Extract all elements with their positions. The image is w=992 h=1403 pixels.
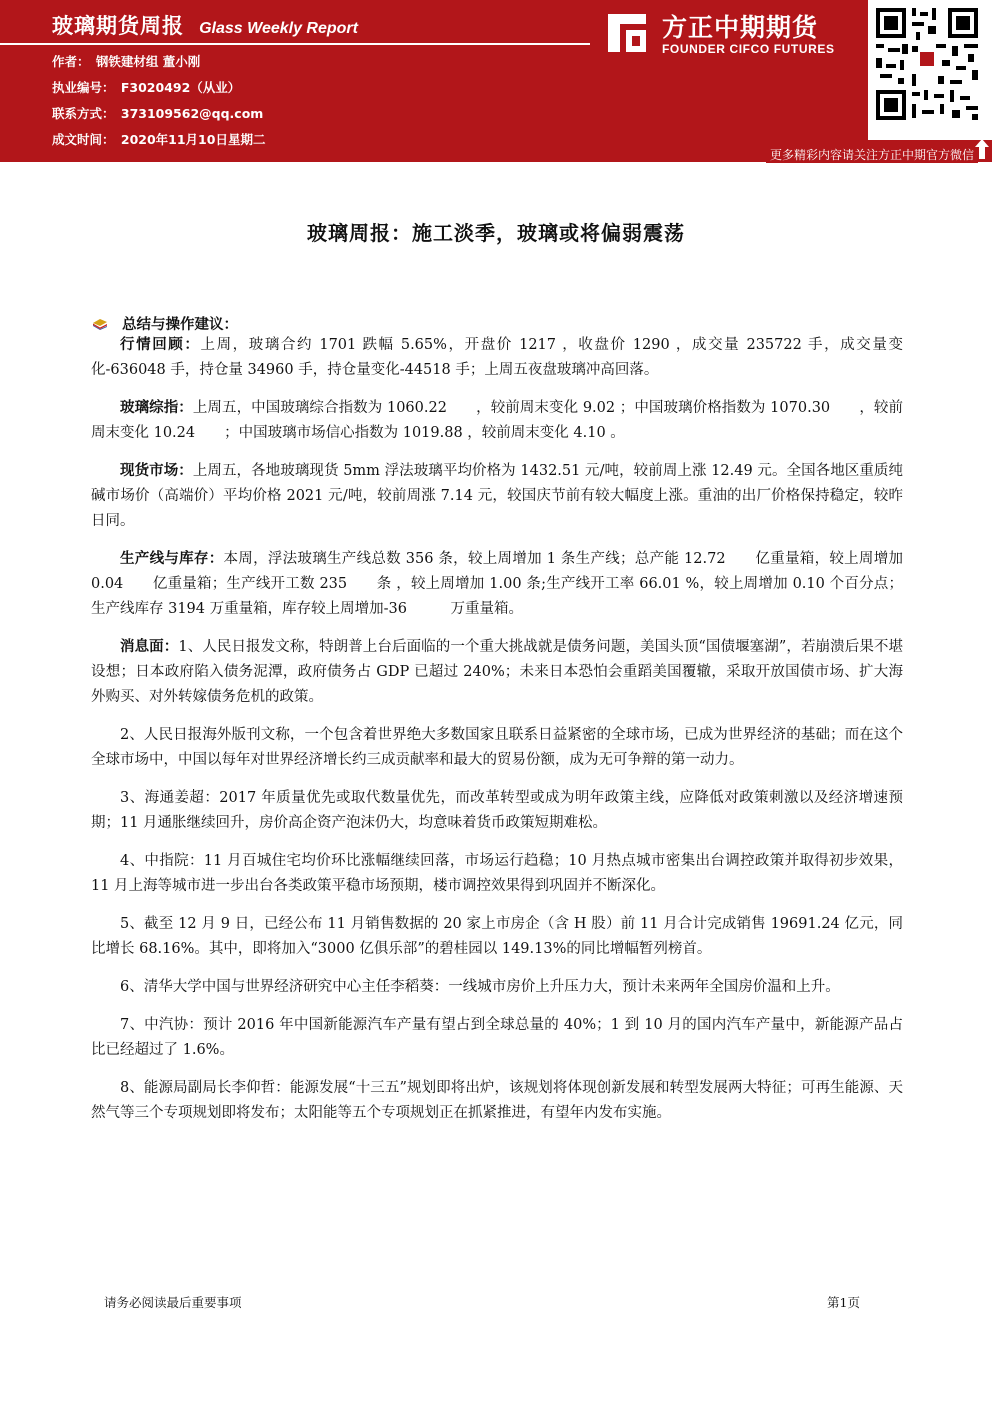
paragraph-text: 7、中汽协：预计 2016 年中国新能源汽车产量有望占到全球总量的 40%；1 到 10 月的国内汽车产量中，新能源产品占比已经超过了 1.6%。 bbox=[91, 1017, 903, 1058]
paragraph-label: 现货市场： bbox=[120, 463, 193, 479]
report-title-en: Glass Weekly Report bbox=[199, 20, 358, 37]
paragraph-label: 行情回顾： bbox=[120, 337, 201, 353]
paragraph-news-5 bbox=[91, 912, 903, 962]
paragraph-text: 4、中指院：11 月百城住宅均价环比涨幅继续回落，市场运行趋稳；10 月热点城市密集出台调控政策并取得初步效果，11 月上海等城市进一步出台各类政策平稳市场预期，楼市调控效果得到巩固并不断深化。 bbox=[91, 853, 903, 894]
paragraph-text: 6、清华大学中国与世界经济研究中心主任李稻葵：一线城市房价上升压力大，预计未来两年全国房价温和上升。 bbox=[120, 979, 840, 995]
page-footer bbox=[104, 1293, 860, 1311]
paragraph-spot-market bbox=[91, 459, 903, 534]
paragraph-news-2 bbox=[91, 723, 903, 773]
license-line bbox=[52, 78, 240, 96]
author-line bbox=[52, 52, 200, 70]
license-value: F3020492（从业） bbox=[120, 80, 241, 95]
summary-heading bbox=[92, 313, 238, 334]
paragraph-text: 本周，浮法玻璃生产线总数 356 条，较上周增加 1 条生产线；总产能 12.72 亿重量箱，较上周增加 0.04 亿重量箱；生产线开工数 235 条 ，较上周增加 1.00 条;生产线开工率 66.01 %，较上周增加 0.10 个百分点；生产线库存 3194 万重量箱，库存较上周增加-36 万重量箱。 bbox=[91, 551, 903, 617]
contact-label: 联系方式： bbox=[52, 106, 115, 121]
report-body bbox=[91, 333, 903, 1139]
footer-notice: 请务必阅读最后重要事项 bbox=[104, 1295, 242, 1310]
date-line bbox=[52, 130, 265, 148]
paragraph-text: 8、能源局副局长李仰哲：能源发展“十三五”规划即将出炉，该规划将体现创新发展和转型发展两大特征；可再生能源、天然气等三个专项规划即将发布；太阳能等五个专项规划正在抓紧推进，有望年内发布实施。 bbox=[91, 1080, 903, 1121]
company-logo bbox=[604, 8, 858, 64]
paragraph-news-4 bbox=[91, 849, 903, 899]
paragraph-text: 上周，玻璃合约 1701 跌幅 5.65%，开盘价 1217 ，收盘价 1290 ，成交量 235722 手，成交量变化-636048 手，持仓量 34960 手，持仓量变化-44518 手；上周五夜盘玻璃冲高回落。 bbox=[91, 337, 903, 378]
header-divider bbox=[0, 43, 590, 45]
report-title-row bbox=[52, 10, 358, 40]
paragraph-text: 5、截至 12 月 9 日，已经公布 11 月销售数据的 20 家上市房企（含 H 股）前 11 月合计完成销售 19691.24 亿元，同比增长 68.16%。其中，即将加入“3000 亿俱乐部”的碧桂园以 149.13%的同比增幅暂列榜首。 bbox=[91, 916, 903, 957]
author-label: 作者： bbox=[52, 54, 90, 69]
logo-name-cn: 方正中期期货 bbox=[662, 13, 819, 42]
contact-value[interactable]: 373109562@qq.com bbox=[120, 106, 264, 121]
report-header bbox=[0, 0, 868, 155]
paragraph-text: 上周五，中国玻璃综合指数为 1060.22 ，较前周末变化 9.02 ；中国玻璃价格指数为 1070.30 ，较前周末变化 10.24 ；中国玻璃市场信心指数为 1019.88 ，较前周末变化 4.10 。 bbox=[91, 400, 904, 441]
paragraph-text: 3、海通姜超：2017 年质量优先或取代数量优先，而改革转型或成为明年政策主线，应降低对政策刺激以及经济增速预期；11 月通胀继续回升，房价高企资产泡沫仍大，均意味着货币政策短期难松。 bbox=[91, 790, 903, 831]
up-arrow-icon bbox=[974, 138, 990, 160]
paragraph-label: 消息面： bbox=[120, 639, 179, 655]
paragraph-text: 1、人民日报发文称，特朗普上台后面临的一个重大挑战就是债务问题，美国头顶“国债堰塞湖”，若崩溃后果不堪设想；日本政府陷入债务泥潭，政府债务占 GDP 已超过 240%；未来日本恐怕会重蹈美国覆辙，采取开放国债市场、扩大海外购买、对外转嫁债务危机的政策。 bbox=[91, 639, 904, 705]
document-title: 玻璃周报：施工淡季，玻璃或将偏弱震荡 bbox=[307, 221, 685, 245]
paragraph-news-7 bbox=[91, 1013, 903, 1063]
book-bullet-icon bbox=[92, 318, 108, 330]
page-number: 第1页 bbox=[827, 1295, 860, 1310]
paragraph-news-8 bbox=[91, 1076, 903, 1126]
paragraph-label: 玻璃综指： bbox=[120, 400, 193, 416]
paragraph-production-inventory bbox=[91, 547, 903, 622]
license-label: 执业编号： bbox=[52, 80, 115, 95]
paragraph-text: 上周五，各地玻璃现货 5mm 浮法玻璃平均价格为 1432.51 元/吨，较前周上涨 12.49 元。全国各地区重质纯碱市场价（高端价）平均价格 2021 元/吨，较前周涨 7.14 元，较国庆节前有较大幅度上涨。重油的出厂价格保持稳定，较昨日同。 bbox=[91, 463, 904, 529]
paragraph-label: 生产线与库存： bbox=[120, 551, 224, 567]
qr-code-icon bbox=[872, 4, 982, 124]
author-value: 钢铁建材组 董小刚 bbox=[95, 54, 201, 69]
follow-wechat-text: 更多精彩内容请关注方正中期官方微信 bbox=[766, 146, 978, 163]
paragraph-news-1 bbox=[91, 635, 903, 710]
report-title-cn: 玻璃期货周报 bbox=[52, 14, 184, 38]
contact-line bbox=[52, 104, 263, 122]
paragraph-news-6 bbox=[91, 975, 903, 1000]
logo-name-en: FOUNDER CIFCO FUTURES bbox=[662, 42, 835, 56]
date-label: 成文时间： bbox=[52, 132, 115, 147]
founder-logo-icon bbox=[604, 10, 650, 56]
wechat-qr-code bbox=[872, 4, 982, 124]
paragraph-text: 2、人民日报海外版刊文称，一个包含着世界绝大多数国家且联系日益紧密的全球市场，已成为世界经济的基础；而在这个全球市场中，中国以每年对世界经济增长约三成贡献率和最大的贸易份额，成为无可争辩的第一动力。 bbox=[91, 727, 903, 768]
paragraph-glass-index bbox=[91, 396, 903, 446]
paragraph-news-3 bbox=[91, 786, 903, 836]
summary-heading-text: 总结与操作建议： bbox=[122, 317, 238, 333]
paragraph-market-review bbox=[91, 333, 903, 383]
date-value: 2020年11月10日星期二 bbox=[120, 132, 266, 147]
